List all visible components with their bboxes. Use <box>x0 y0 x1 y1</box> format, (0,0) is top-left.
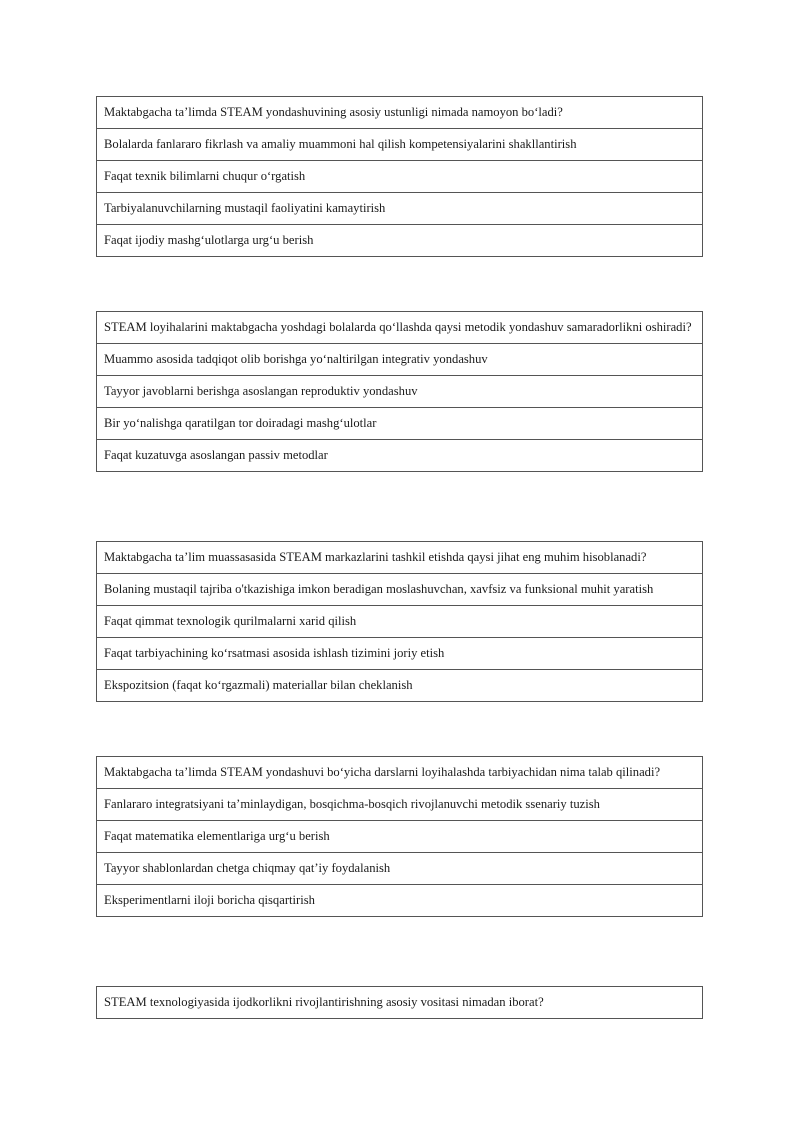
answer-option: Muammo asosida tadqiqot olib borishga yo‘naltirilgan integrativ yondashuv <box>97 344 703 376</box>
answer-option: Fanlararo integratsiyani ta’minlaydigan, bosqichma-bosqich rivojlanuvchi metodik ssenariy tuzish <box>97 789 703 821</box>
answer-option: Bir yo‘nalishga qaratilgan tor doiradagi mashg‘ulotlar <box>97 408 703 440</box>
question-text: STEAM loyihalarini maktabgacha yoshdagi bolalarda qo‘llashda qaysi metodik yondashuv samaradorlikni oshiradi? <box>97 312 703 344</box>
answer-option: Tayyor javoblarni berishga asoslangan reproduktiv yondashuv <box>97 376 703 408</box>
question-block-5 <box>96 986 703 1019</box>
answer-option: Faqat matematika elementlariga urg‘u berish <box>97 821 703 853</box>
question-text: Maktabgacha ta’lim muassasasida STEAM markazlarini tashkil etishda qaysi jihat eng muhim hisoblanadi? <box>97 542 703 574</box>
answer-option: Tarbiyalanuvchilarning mustaqil faoliyatini kamaytirish <box>97 193 703 225</box>
answer-option: Faqat tarbiyachining ko‘rsatmasi asosida ishlash tizimini joriy etish <box>97 638 703 670</box>
question-block-4 <box>96 756 703 917</box>
question-block-2 <box>96 311 703 472</box>
answer-option: Bolaning mustaqil tajriba o'tkazishiga imkon beradigan moslashuvchan, xavfsiz va funksional muhit yaratish <box>97 574 703 606</box>
question-block-1 <box>96 96 703 257</box>
answer-option: Faqat kuzatuvga asoslangan passiv metodlar <box>97 440 703 472</box>
question-text: STEAM texnologiyasida ijodkorlikni rivojlantirishning asosiy vositasi nimadan iborat? <box>97 987 703 1019</box>
question-text: Maktabgacha ta’limda STEAM yondashuvining asosiy ustunligi nimada namoyon bo‘ladi? <box>97 97 703 129</box>
answer-option: Faqat qimmat texnologik qurilmalarni xarid qilish <box>97 606 703 638</box>
answer-option: Faqat texnik bilimlarni chuqur o‘rgatish <box>97 161 703 193</box>
answer-option: Faqat ijodiy mashg‘ulotlarga urg‘u berish <box>97 225 703 257</box>
question-text: Maktabgacha ta’limda STEAM yondashuvi bo‘yicha darslarni loyihalashda tarbiyachidan nima talab qilinadi? <box>97 757 703 789</box>
answer-option: Tayyor shablonlardan chetga chiqmay qat’iy foydalanish <box>97 853 703 885</box>
answer-option: Bolalarda fanlararo fikrlash va amaliy muammoni hal qilish kompetensiyalarini shakllantirish <box>97 129 703 161</box>
answer-option: Ekspozitsion (faqat ko‘rgazmali) materiallar bilan cheklanish <box>97 670 703 702</box>
question-block-3 <box>96 541 703 702</box>
answer-option: Eksperimentlarni iloji boricha qisqartirish <box>97 885 703 917</box>
